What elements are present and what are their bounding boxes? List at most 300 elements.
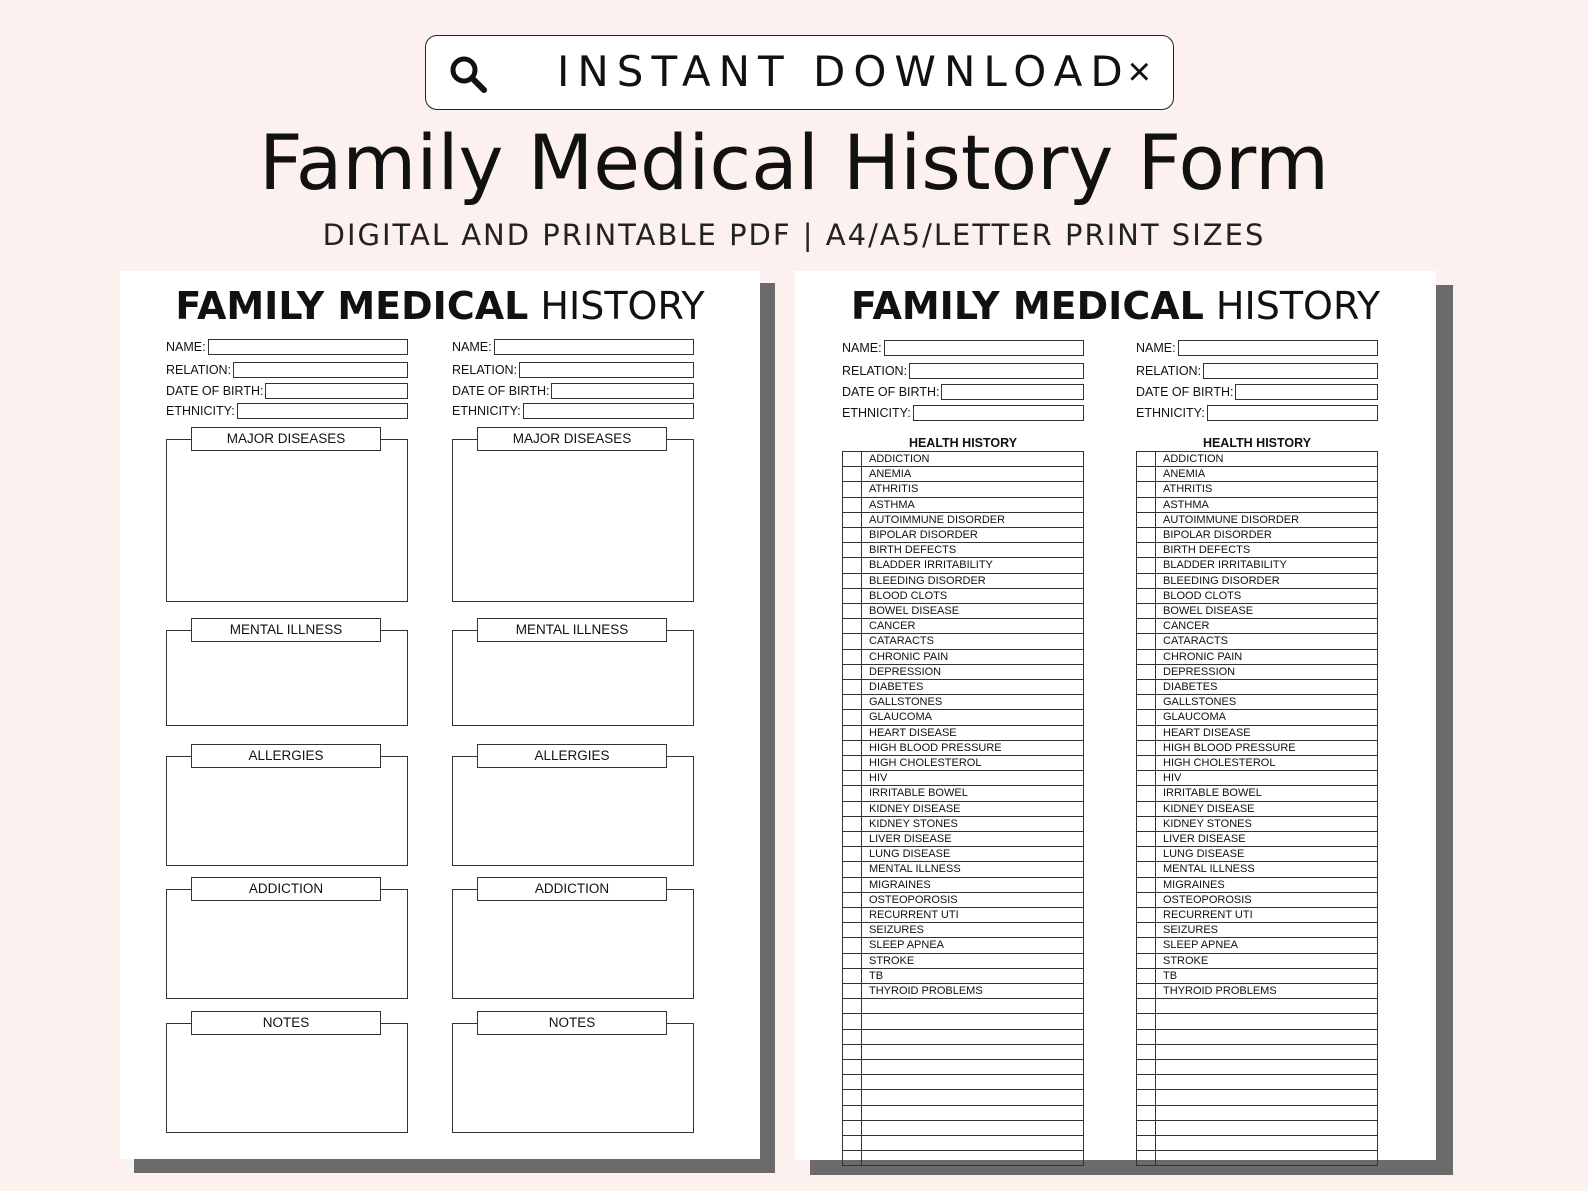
checkbox-cell[interactable] bbox=[1137, 771, 1156, 785]
checkbox-cell[interactable] bbox=[843, 634, 862, 648]
blank-row bbox=[843, 1090, 1083, 1105]
checkbox-cell[interactable] bbox=[1137, 802, 1156, 816]
table-row bbox=[1137, 467, 1377, 482]
checkbox-cell[interactable] bbox=[1137, 817, 1156, 831]
section-label: NOTES bbox=[191, 1011, 381, 1035]
condition-label: IRRITABLE BOWEL bbox=[869, 787, 968, 800]
checkbox-cell[interactable] bbox=[843, 1136, 862, 1150]
field-input[interactable] bbox=[237, 403, 408, 419]
blank-row bbox=[843, 1121, 1083, 1136]
field-input[interactable] bbox=[884, 340, 1084, 356]
table-row bbox=[1137, 604, 1377, 619]
condition-label: ANEMIA bbox=[1163, 468, 1206, 481]
checkbox-cell[interactable] bbox=[1137, 1121, 1156, 1135]
condition-label: KIDNEY STONES bbox=[869, 817, 958, 830]
field-input[interactable] bbox=[233, 362, 408, 378]
section-area[interactable] bbox=[166, 889, 408, 999]
checkbox-cell[interactable] bbox=[843, 452, 862, 466]
checkbox-cell[interactable] bbox=[843, 604, 862, 618]
checkbox-cell[interactable] bbox=[843, 1030, 862, 1044]
section-label: ADDICTION bbox=[477, 877, 667, 901]
table-row bbox=[843, 650, 1083, 665]
table-row bbox=[1137, 650, 1377, 665]
checkbox-cell[interactable] bbox=[1137, 999, 1156, 1013]
checkbox-cell[interactable] bbox=[1137, 1060, 1156, 1074]
condition-label: KIDNEY DISEASE bbox=[1163, 802, 1255, 815]
condition-label: GLAUCOMA bbox=[1163, 711, 1226, 724]
table-row bbox=[843, 619, 1083, 634]
condition-label: HIGH CHOLESTEROL bbox=[1163, 757, 1276, 769]
table-row bbox=[843, 467, 1083, 482]
section-area[interactable] bbox=[452, 889, 694, 999]
field-input[interactable] bbox=[1203, 363, 1378, 379]
section-box bbox=[452, 877, 694, 999]
checkbox-cell[interactable] bbox=[1137, 1045, 1156, 1059]
field-row bbox=[1136, 383, 1378, 401]
condition-label: DIABETES bbox=[1163, 681, 1218, 693]
field-input[interactable] bbox=[551, 383, 694, 399]
field-label: ETHNICITY: bbox=[842, 406, 911, 420]
condition-label: GALLSTONES bbox=[869, 696, 943, 709]
condition-label: BLOOD CLOTS bbox=[869, 589, 948, 602]
checkbox-cell[interactable] bbox=[1137, 938, 1156, 952]
close-icon[interactable]: × bbox=[1127, 50, 1151, 94]
checkbox-cell[interactable] bbox=[1137, 710, 1156, 724]
condition-label: OSTEOPOROSIS bbox=[869, 893, 958, 906]
left-page-heading bbox=[120, 284, 760, 328]
checkbox-cell[interactable] bbox=[843, 999, 862, 1013]
table-row bbox=[1137, 558, 1377, 573]
field-label: RELATION: bbox=[166, 363, 232, 377]
blank-row bbox=[843, 1106, 1083, 1121]
field-input[interactable] bbox=[494, 339, 694, 355]
condition-label: KIDNEY STONES bbox=[1163, 817, 1252, 830]
heading-bold: FAMILY MEDICAL bbox=[850, 284, 1204, 328]
table-row bbox=[1137, 923, 1377, 938]
blank-row bbox=[1137, 1136, 1377, 1151]
condition-label: BIPOLAR DISORDER bbox=[1163, 529, 1272, 541]
checkbox-cell[interactable] bbox=[843, 771, 862, 785]
checkbox-cell[interactable] bbox=[1137, 893, 1156, 907]
checkbox-cell[interactable] bbox=[1137, 543, 1156, 557]
table-row bbox=[1137, 710, 1377, 725]
checkbox-cell[interactable] bbox=[1137, 695, 1156, 709]
field-row bbox=[842, 362, 1084, 380]
checkbox-cell[interactable] bbox=[843, 741, 862, 755]
condition-label: TB bbox=[869, 969, 884, 982]
table-row bbox=[843, 634, 1083, 649]
field-row bbox=[1136, 339, 1378, 357]
table-row bbox=[843, 923, 1083, 938]
table-row bbox=[843, 908, 1083, 923]
table-row bbox=[843, 862, 1083, 877]
checkbox-cell[interactable] bbox=[1137, 558, 1156, 572]
section-label: MAJOR DISEASES bbox=[477, 427, 667, 451]
checkbox-cell[interactable] bbox=[843, 984, 862, 998]
checkbox-cell[interactable] bbox=[1137, 726, 1156, 740]
section-area[interactable] bbox=[166, 439, 408, 602]
blank-row bbox=[1137, 1090, 1377, 1105]
heading-light: HISTORY bbox=[1215, 284, 1381, 328]
checkbox-cell[interactable] bbox=[843, 1151, 862, 1165]
checkbox-cell[interactable] bbox=[1137, 634, 1156, 648]
field-input[interactable] bbox=[913, 405, 1084, 421]
section-label: NOTES bbox=[477, 1011, 667, 1035]
right-page-heading bbox=[795, 284, 1436, 328]
condition-label: RECURRENT UTI bbox=[1163, 909, 1253, 921]
page-subtitle: DIGITAL AND PRINTABLE PDF | A4/A5/LETTER PRINT SIZES bbox=[322, 218, 1266, 252]
checkbox-cell[interactable] bbox=[1137, 1090, 1156, 1104]
section-area[interactable] bbox=[452, 756, 694, 866]
checkbox-cell[interactable] bbox=[1137, 1075, 1156, 1089]
condition-label: DEPRESSION bbox=[1163, 665, 1236, 678]
condition-label: BLADDER IRRITABILITY bbox=[869, 559, 993, 572]
blank-row bbox=[843, 1030, 1083, 1045]
checkbox-cell[interactable] bbox=[843, 786, 862, 800]
checkbox-cell[interactable] bbox=[843, 938, 862, 952]
section-box bbox=[452, 427, 694, 602]
section-label: ALLERGIES bbox=[477, 744, 667, 768]
table-row bbox=[843, 756, 1083, 771]
checkbox-cell[interactable] bbox=[1137, 665, 1156, 679]
field-input[interactable] bbox=[941, 384, 1084, 400]
field-label: NAME: bbox=[452, 340, 492, 354]
checkbox-cell[interactable] bbox=[1137, 574, 1156, 588]
condition-label: ADDICTION bbox=[869, 453, 930, 465]
field-label: DATE OF BIRTH: bbox=[166, 384, 264, 398]
table-row bbox=[1137, 589, 1377, 604]
condition-label: BLADDER IRRITABILITY bbox=[1163, 559, 1287, 572]
condition-label: ASTHMA bbox=[1163, 498, 1209, 511]
checkbox-cell[interactable] bbox=[843, 817, 862, 831]
table-row bbox=[1137, 741, 1377, 756]
blank-row bbox=[843, 1014, 1083, 1029]
condition-label: ATHRITIS bbox=[869, 483, 919, 496]
table-row bbox=[1137, 513, 1377, 528]
section-box bbox=[166, 1011, 408, 1133]
checkbox-cell[interactable] bbox=[1137, 604, 1156, 618]
table-row bbox=[1137, 726, 1377, 741]
blank-row bbox=[843, 1060, 1083, 1075]
field-label: ETHNICITY: bbox=[452, 404, 521, 418]
condition-label: STROKE bbox=[869, 954, 915, 967]
section-box bbox=[166, 427, 408, 602]
table-row bbox=[843, 665, 1083, 680]
table-row bbox=[1137, 878, 1377, 893]
blank-row bbox=[843, 1045, 1083, 1060]
condition-label: SLEEP APNEA bbox=[869, 939, 945, 952]
table-row bbox=[1137, 680, 1377, 695]
checkbox-cell[interactable] bbox=[843, 528, 862, 542]
checkbox-cell[interactable] bbox=[843, 847, 862, 861]
checkbox-cell[interactable] bbox=[843, 908, 862, 922]
condition-label: STROKE bbox=[1163, 954, 1209, 967]
table-row bbox=[1137, 528, 1377, 543]
table-row bbox=[1137, 984, 1377, 999]
condition-label: DIABETES bbox=[869, 681, 924, 693]
table-row bbox=[843, 878, 1083, 893]
blank-row bbox=[1137, 1014, 1377, 1029]
condition-label: BOWEL DISEASE bbox=[869, 605, 960, 617]
blank-row bbox=[843, 1136, 1083, 1151]
condition-label: ATHRITIS bbox=[1163, 483, 1213, 496]
checkbox-cell[interactable] bbox=[1137, 528, 1156, 542]
checkbox-cell[interactable] bbox=[1137, 908, 1156, 922]
condition-label: HIGH CHOLESTEROL bbox=[869, 757, 982, 769]
table-row bbox=[1137, 832, 1377, 847]
table-row bbox=[843, 893, 1083, 908]
checkbox-cell[interactable] bbox=[1137, 862, 1156, 876]
checkbox-cell[interactable] bbox=[1137, 513, 1156, 527]
table-row bbox=[1137, 938, 1377, 953]
table-row bbox=[843, 741, 1083, 756]
checkbox-cell[interactable] bbox=[843, 1106, 862, 1120]
checkbox-cell[interactable] bbox=[1137, 498, 1156, 512]
checkbox-cell[interactable] bbox=[843, 482, 862, 496]
checkbox-cell[interactable] bbox=[843, 1090, 862, 1104]
table-row bbox=[1137, 756, 1377, 771]
condition-label: RECURRENT UTI bbox=[869, 909, 959, 921]
condition-label: BLEEDING DISORDER bbox=[869, 574, 986, 587]
table-row bbox=[843, 786, 1083, 801]
checkbox-cell[interactable] bbox=[843, 832, 862, 846]
field-input[interactable] bbox=[265, 383, 408, 399]
condition-label: ADDICTION bbox=[1163, 453, 1224, 465]
field-label: RELATION: bbox=[842, 364, 908, 378]
field-input[interactable] bbox=[1207, 405, 1378, 421]
table-row bbox=[843, 680, 1083, 695]
checkbox-cell[interactable] bbox=[843, 1045, 862, 1059]
checkbox-cell[interactable] bbox=[843, 726, 862, 740]
field-input[interactable] bbox=[519, 362, 694, 378]
checkbox-cell[interactable] bbox=[1137, 482, 1156, 496]
condition-label: LIVER DISEASE bbox=[1163, 833, 1246, 845]
blank-row bbox=[1137, 1106, 1377, 1121]
section-area[interactable] bbox=[452, 1023, 694, 1133]
checkbox-cell[interactable] bbox=[843, 893, 862, 907]
section-label: MENTAL ILLNESS bbox=[477, 618, 667, 642]
checkbox-cell[interactable] bbox=[843, 498, 862, 512]
section-area[interactable] bbox=[166, 1023, 408, 1133]
section-area[interactable] bbox=[452, 439, 694, 602]
condition-label: BLOOD CLOTS bbox=[1163, 589, 1242, 602]
table-row bbox=[843, 771, 1083, 786]
checkbox-cell[interactable] bbox=[843, 756, 862, 770]
checkbox-cell[interactable] bbox=[843, 695, 862, 709]
condition-label: HEART DISEASE bbox=[869, 726, 957, 739]
search-text[interactable]: INSTANT DOWNLOAD bbox=[557, 47, 1131, 96]
field-input[interactable] bbox=[1235, 384, 1378, 400]
section-box bbox=[166, 618, 408, 726]
section-label: MAJOR DISEASES bbox=[191, 427, 381, 451]
table-row bbox=[1137, 817, 1377, 832]
table-row bbox=[843, 802, 1083, 817]
table-row bbox=[1137, 954, 1377, 969]
checkbox-cell[interactable] bbox=[1137, 786, 1156, 800]
field-row bbox=[452, 402, 694, 420]
checkbox-cell[interactable] bbox=[1137, 984, 1156, 998]
table-row bbox=[1137, 665, 1377, 680]
checkbox-cell[interactable] bbox=[1137, 1106, 1156, 1120]
table-row bbox=[1137, 908, 1377, 923]
condition-label: DEPRESSION bbox=[869, 665, 942, 678]
field-label: NAME: bbox=[1136, 341, 1176, 355]
condition-label: ASTHMA bbox=[869, 498, 915, 511]
condition-label: SEIZURES bbox=[1163, 924, 1219, 937]
condition-label: SLEEP APNEA bbox=[1163, 939, 1239, 952]
checkbox-cell[interactable] bbox=[843, 558, 862, 572]
checkbox-cell[interactable] bbox=[843, 923, 862, 937]
checkbox-cell[interactable] bbox=[1137, 1151, 1156, 1165]
section-box bbox=[452, 744, 694, 866]
table-row bbox=[843, 452, 1083, 467]
condition-label: BIRTH DEFECTS bbox=[869, 544, 957, 557]
table-row bbox=[843, 543, 1083, 558]
condition-label: AUTOIMMUNE DISORDER bbox=[1163, 513, 1300, 526]
checkbox-cell[interactable] bbox=[843, 467, 862, 481]
search-icon[interactable] bbox=[448, 54, 488, 94]
page-title: Family Medical History Form bbox=[258, 118, 1329, 207]
checkbox-cell[interactable] bbox=[1137, 467, 1156, 481]
checkbox-cell[interactable] bbox=[1137, 847, 1156, 861]
checkbox-cell[interactable] bbox=[843, 680, 862, 694]
heading-bold: FAMILY MEDICAL bbox=[175, 284, 529, 328]
heading-light: HISTORY bbox=[540, 284, 705, 328]
table-row bbox=[1137, 786, 1377, 801]
section-area[interactable] bbox=[452, 630, 694, 726]
section-area[interactable] bbox=[166, 630, 408, 726]
blank-row bbox=[1137, 1030, 1377, 1045]
table-row bbox=[1137, 452, 1377, 467]
condition-label: HIV bbox=[1163, 772, 1182, 785]
condition-label: TB bbox=[1163, 969, 1178, 982]
checkbox-cell[interactable] bbox=[843, 665, 862, 679]
checkbox-cell[interactable] bbox=[843, 650, 862, 664]
field-input[interactable] bbox=[523, 403, 694, 419]
checkbox-cell[interactable] bbox=[843, 954, 862, 968]
checkbox-cell[interactable] bbox=[1137, 589, 1156, 603]
checkbox-cell[interactable] bbox=[843, 1075, 862, 1089]
checkbox-cell[interactable] bbox=[1137, 832, 1156, 846]
field-label: DATE OF BIRTH: bbox=[842, 385, 940, 399]
checkbox-cell[interactable] bbox=[1137, 878, 1156, 892]
table-row bbox=[843, 589, 1083, 604]
condition-label: OSTEOPOROSIS bbox=[1163, 893, 1252, 906]
checkbox-cell[interactable] bbox=[843, 878, 862, 892]
field-row bbox=[842, 339, 1084, 357]
field-label: NAME: bbox=[166, 340, 206, 354]
condition-label: ANEMIA bbox=[869, 468, 912, 481]
table-row bbox=[843, 528, 1083, 543]
checkbox-cell[interactable] bbox=[1137, 741, 1156, 755]
checkbox-cell[interactable] bbox=[843, 802, 862, 816]
section-area[interactable] bbox=[166, 756, 408, 866]
field-row bbox=[166, 382, 408, 400]
condition-label: HEART DISEASE bbox=[1163, 726, 1251, 739]
checkbox-cell[interactable] bbox=[1137, 1136, 1156, 1150]
checkbox-cell[interactable] bbox=[1137, 969, 1156, 983]
checkbox-cell[interactable] bbox=[843, 619, 862, 633]
field-input[interactable] bbox=[1178, 340, 1378, 356]
condition-label: SEIZURES bbox=[869, 924, 925, 937]
table-row bbox=[843, 984, 1083, 999]
condition-label: CATARACTS bbox=[869, 635, 934, 648]
field-row bbox=[1136, 362, 1378, 380]
condition-label: GLAUCOMA bbox=[869, 711, 932, 724]
checkbox-cell[interactable] bbox=[1137, 1014, 1156, 1028]
condition-label: BLEEDING DISORDER bbox=[1163, 574, 1280, 587]
field-row bbox=[452, 338, 694, 356]
field-label: NAME: bbox=[842, 341, 882, 355]
table-row bbox=[843, 817, 1083, 832]
condition-label: AUTOIMMUNE DISORDER bbox=[869, 513, 1006, 526]
section-box bbox=[166, 744, 408, 866]
checkbox-cell[interactable] bbox=[1137, 1030, 1156, 1044]
condition-label: MIGRAINES bbox=[1163, 878, 1225, 891]
condition-label: BIPOLAR DISORDER bbox=[869, 529, 978, 541]
checkbox-cell[interactable] bbox=[1137, 680, 1156, 694]
checkbox-cell[interactable] bbox=[843, 543, 862, 557]
field-input[interactable] bbox=[208, 339, 408, 355]
table-row bbox=[1137, 482, 1377, 497]
field-row bbox=[166, 361, 408, 379]
health-history-table bbox=[842, 451, 1084, 1166]
table-row bbox=[1137, 802, 1377, 817]
blank-row bbox=[1137, 1045, 1377, 1060]
checkbox-cell[interactable] bbox=[843, 589, 862, 603]
checkbox-cell[interactable] bbox=[1137, 619, 1156, 633]
table-row bbox=[1137, 771, 1377, 786]
field-input[interactable] bbox=[909, 363, 1084, 379]
checkbox-cell[interactable] bbox=[843, 710, 862, 724]
condition-label: MIGRAINES bbox=[869, 878, 931, 891]
checkbox-cell[interactable] bbox=[843, 1014, 862, 1028]
checkbox-cell[interactable] bbox=[843, 1121, 862, 1135]
checkbox-cell[interactable] bbox=[843, 574, 862, 588]
field-row bbox=[166, 338, 408, 356]
checkbox-cell[interactable] bbox=[1137, 452, 1156, 466]
checkbox-cell[interactable] bbox=[1137, 923, 1156, 937]
table-row bbox=[1137, 498, 1377, 513]
table-row bbox=[843, 969, 1083, 984]
condition-label: THYROID PROBLEMS bbox=[1163, 985, 1277, 997]
condition-label: BIRTH DEFECTS bbox=[1163, 544, 1251, 557]
right-form-page bbox=[795, 271, 1436, 1160]
checkbox-cell[interactable] bbox=[843, 862, 862, 876]
table-row bbox=[843, 954, 1083, 969]
table-row bbox=[843, 604, 1083, 619]
checkbox-cell[interactable] bbox=[1137, 650, 1156, 664]
checkbox-cell[interactable] bbox=[1137, 954, 1156, 968]
blank-row bbox=[1137, 1121, 1377, 1136]
section-box bbox=[452, 618, 694, 726]
condition-label: KIDNEY DISEASE bbox=[869, 802, 961, 815]
table-row bbox=[843, 832, 1083, 847]
checkbox-cell[interactable] bbox=[843, 513, 862, 527]
condition-label: MENTAL ILLNESS bbox=[869, 863, 961, 876]
health-history-title: HEALTH HISTORY bbox=[908, 436, 1018, 450]
search-bar[interactable] bbox=[425, 35, 1174, 110]
table-row bbox=[843, 574, 1083, 589]
table-row bbox=[1137, 619, 1377, 634]
condition-label: HIGH BLOOD PRESSURE bbox=[1163, 741, 1296, 754]
field-label: RELATION: bbox=[1136, 364, 1202, 378]
checkbox-cell[interactable] bbox=[843, 1060, 862, 1074]
checkbox-cell[interactable] bbox=[843, 969, 862, 983]
condition-label: IRRITABLE BOWEL bbox=[1163, 787, 1262, 800]
table-row bbox=[843, 710, 1083, 725]
checkbox-cell[interactable] bbox=[1137, 756, 1156, 770]
